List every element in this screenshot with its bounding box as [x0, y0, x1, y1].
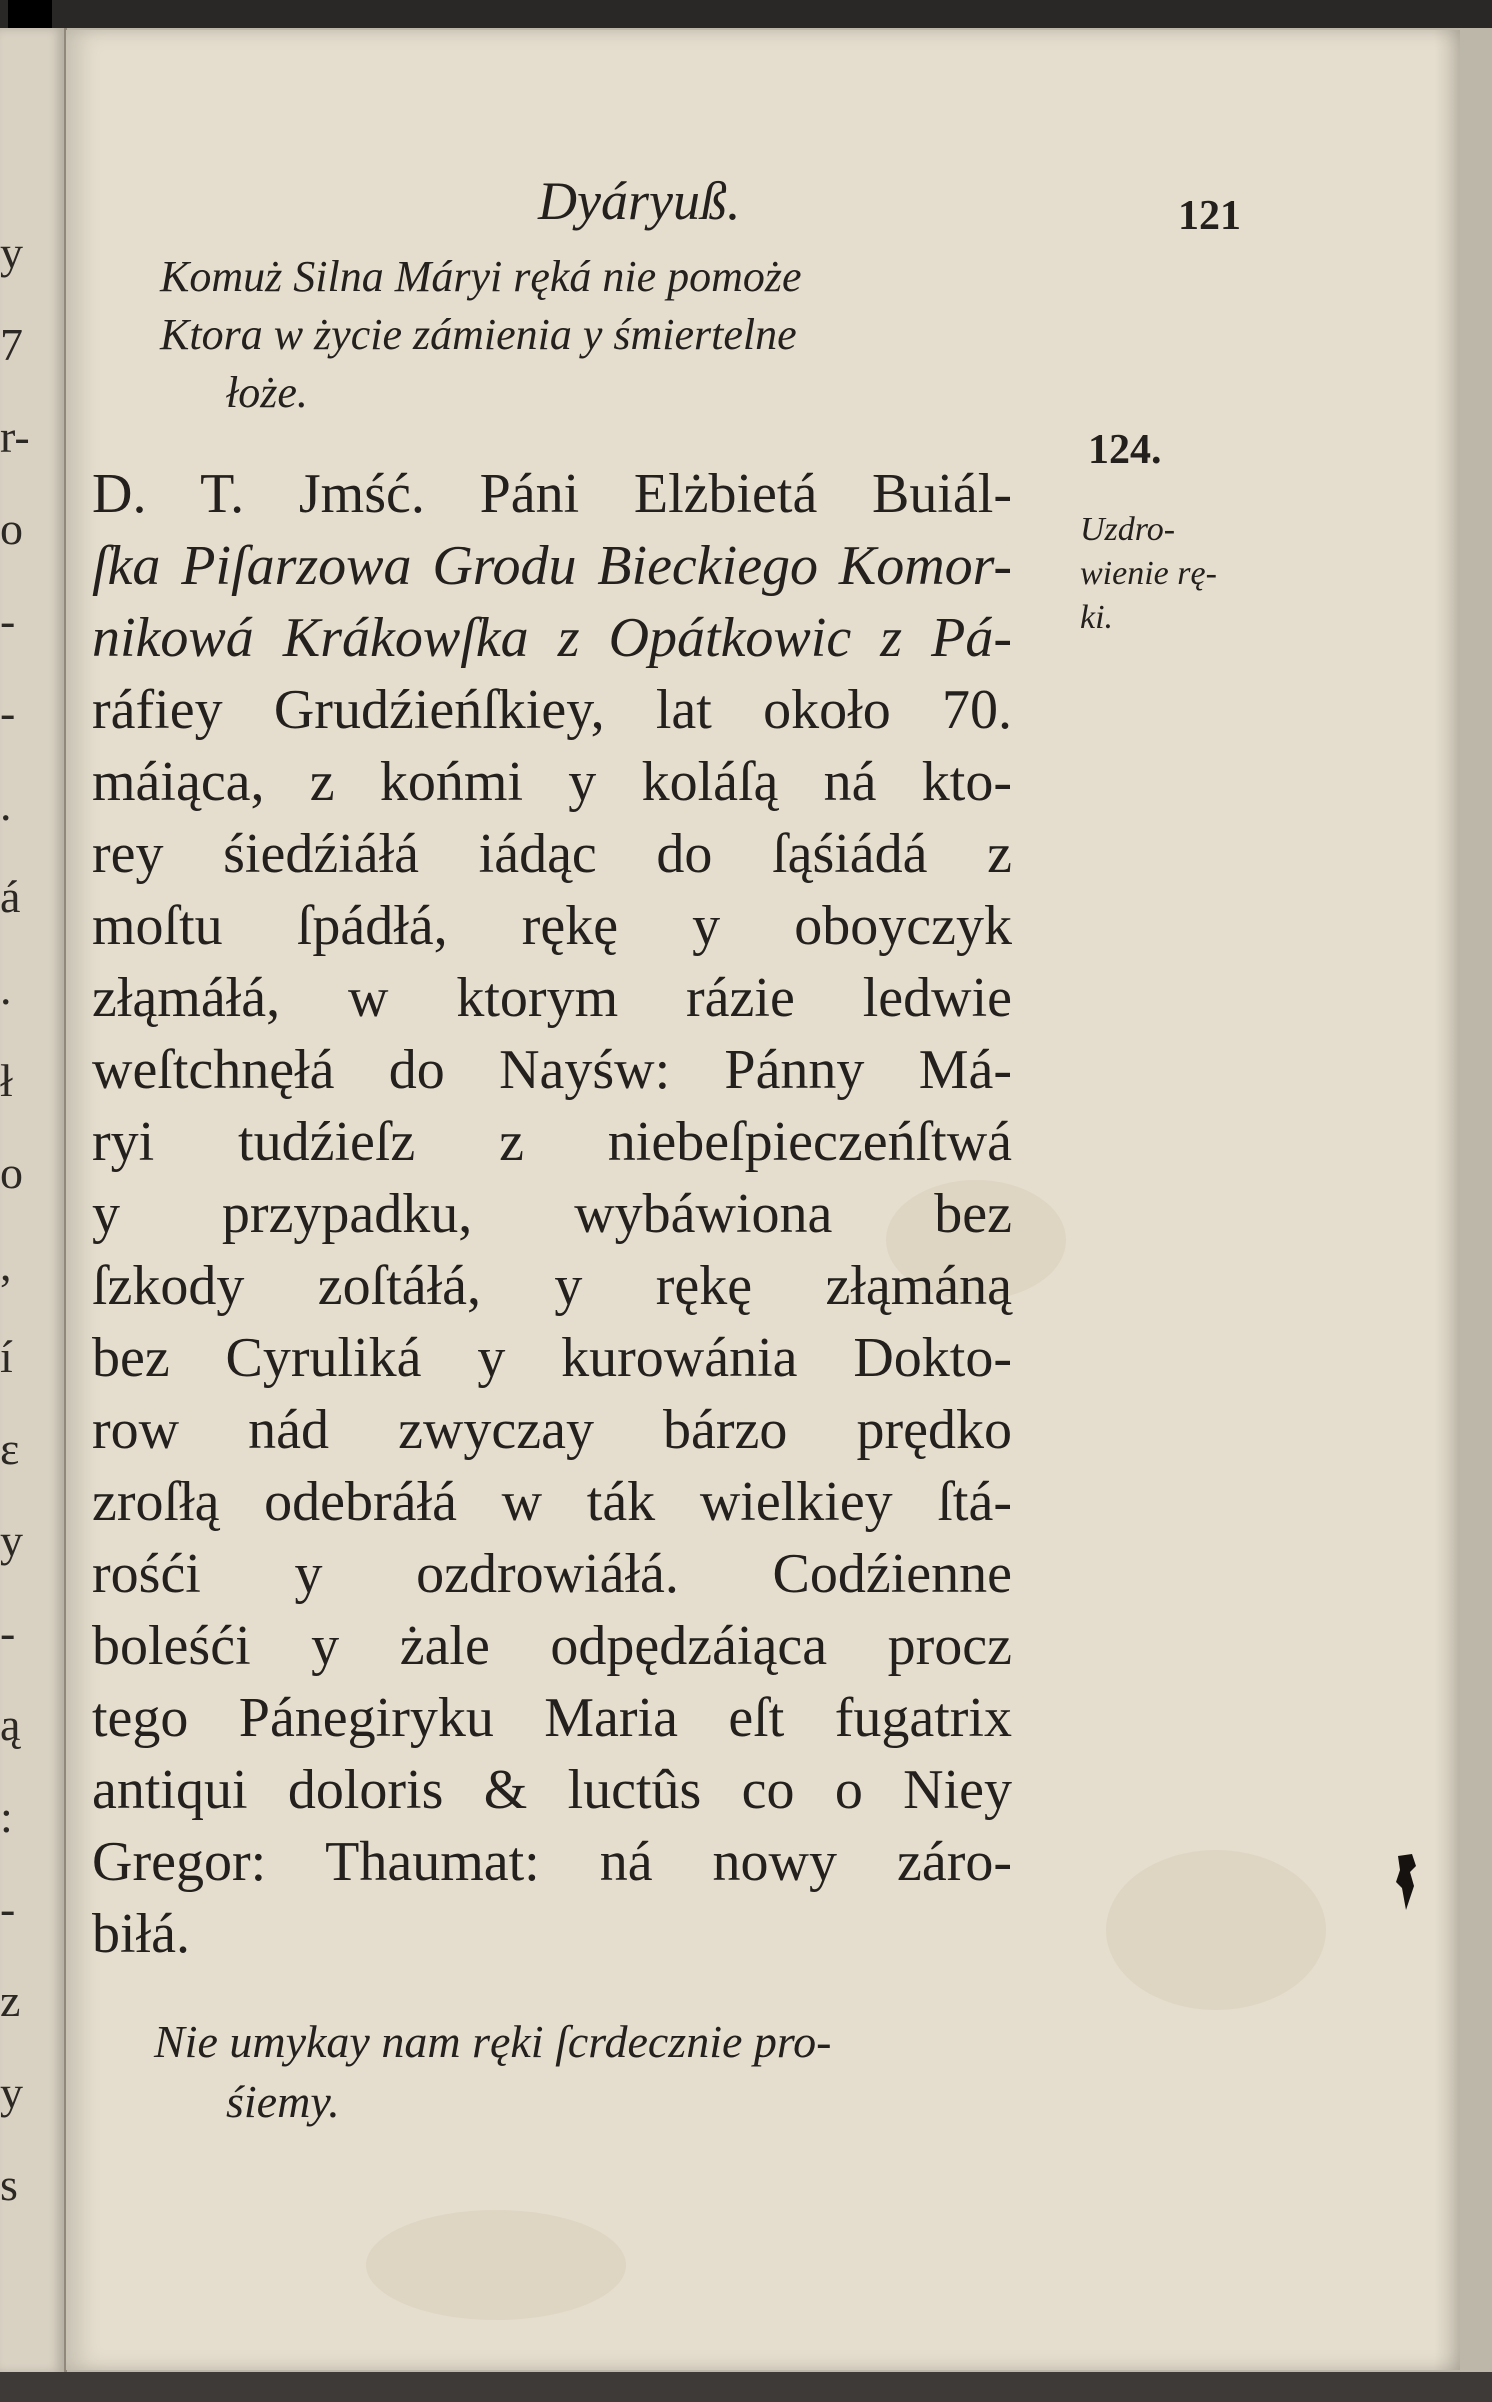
- paper-stain: [1106, 1850, 1326, 2010]
- left-page-fragment: -: [0, 687, 16, 738]
- closing-verse: [154, 2012, 1014, 2132]
- left-page-fragment: 7: [0, 319, 23, 370]
- body-line: ryi tudźieſz z niebeſpieczeńſtwá: [92, 1111, 1012, 1173]
- body-line: weſtchnęłá do Nayśw: Pánny Má-: [92, 1039, 1012, 1101]
- left-page-fragment: s: [0, 2159, 18, 2210]
- margin-note-line: wienie rę-: [1080, 555, 1217, 592]
- margin-note-line: ki.: [1080, 599, 1114, 636]
- left-page-fragment: z: [0, 1975, 21, 2026]
- body-line: antiqui doloris & luctûs co o Niey: [92, 1759, 1012, 1821]
- opening-verse: [160, 248, 1020, 422]
- left-page-fragment: .: [0, 779, 12, 830]
- ink-blot-mark: [1392, 1852, 1420, 1912]
- body-line: ſka Piſarzowa Grodu Bieckiego Komor-: [92, 535, 1012, 597]
- body-line: boleśći y żale odpędzáiąca procz: [92, 1615, 1012, 1677]
- left-page-fragment: .: [0, 963, 12, 1014]
- body-line: ſzkody zoſtáłá, y rękę złąmáną: [92, 1255, 1012, 1317]
- left-page-fragment: o: [0, 503, 23, 554]
- page-edge-shadow: [1434, 30, 1460, 2370]
- verse-line: Ktora w życie zámienia y śmiertelne: [160, 310, 797, 359]
- scan-top-border: [0, 0, 1492, 28]
- left-page-fragment: y: [0, 227, 23, 278]
- body-line: rośći y ozdrowiáłá. Codźienne: [92, 1543, 1012, 1605]
- body-line: nikowá Krákowſka z Opátkowic z Pá-: [92, 607, 1012, 669]
- body-line: moſtu ſpádłá, rękę y oboyczyk: [92, 895, 1012, 957]
- scan-corner-mark: [8, 0, 52, 28]
- left-page-fragment: ł: [0, 1055, 13, 1106]
- left-page-fragment: :: [0, 1791, 13, 1842]
- left-page-fragment: ą: [0, 1699, 21, 1750]
- closing-verse-line: Nie umykay nam ręki ſcrdecznie pro-: [154, 2016, 832, 2067]
- body-line: tego Pánegiryku Maria eſt fugatrix: [92, 1687, 1012, 1749]
- body-line: rey śiedźiáłá iádąc do ſąśiádá z: [92, 823, 1012, 885]
- paper-stain: [366, 2210, 626, 2320]
- left-page-fragment: y: [0, 1515, 23, 1566]
- margin-note: [1080, 508, 1280, 640]
- left-page-fragment: r-: [0, 411, 30, 462]
- running-head: Dyáryuß.: [538, 171, 741, 231]
- margin-note-line: Uzdro-: [1080, 511, 1176, 548]
- body-line: bez Cyruliká y kurowánia Dokto-: [92, 1327, 1012, 1389]
- entry-number: 124.: [1088, 427, 1162, 473]
- left-page-fragment: o: [0, 1147, 23, 1198]
- body-line: ráfiey Grudźieńſkiey, lat około 70.: [92, 679, 1012, 741]
- left-page-edge: [0, 28, 67, 2373]
- left-page-fragment: í: [0, 1331, 13, 1382]
- body-line: biłá.: [92, 1903, 190, 1965]
- left-page-fragment: ɛ: [0, 1423, 20, 1474]
- body-line: y przypadku, wybáwiona bez: [92, 1183, 1012, 1245]
- left-page-fragment: ,: [0, 1239, 12, 1290]
- left-page-fragment: -: [0, 1883, 16, 1934]
- left-page-fragment: y: [0, 2067, 23, 2118]
- left-page-fragment: á: [0, 871, 21, 922]
- body-paragraph: [92, 458, 1012, 1970]
- body-line: złąmáłá, w ktorym rázie ledwie: [92, 967, 1012, 1029]
- page-number: 121: [1178, 193, 1241, 239]
- body-line: Gregor: Thaumat: ná nowy záro-: [92, 1831, 1012, 1893]
- left-page-fragment: -: [0, 1607, 16, 1658]
- body-line: D. T. Jmść. Páni Elżbietá Buiál-: [92, 463, 1012, 525]
- left-page-fragment: -: [0, 595, 16, 646]
- body-line: row nád zwyczay bárzo prędko: [92, 1399, 1012, 1461]
- verse-line: Komuż Silna Máryi ręká nie pomoże: [160, 252, 802, 301]
- body-line: máiąca, z końmi y koláſą ná kto-: [92, 751, 1012, 813]
- verse-line: łoże.: [226, 368, 308, 417]
- body-line: zroſłą odebráłá w ták wielkiey ſtá-: [92, 1471, 1012, 1533]
- closing-verse-line: śiemy.: [226, 2076, 340, 2127]
- scan-bottom-border: [0, 2372, 1492, 2402]
